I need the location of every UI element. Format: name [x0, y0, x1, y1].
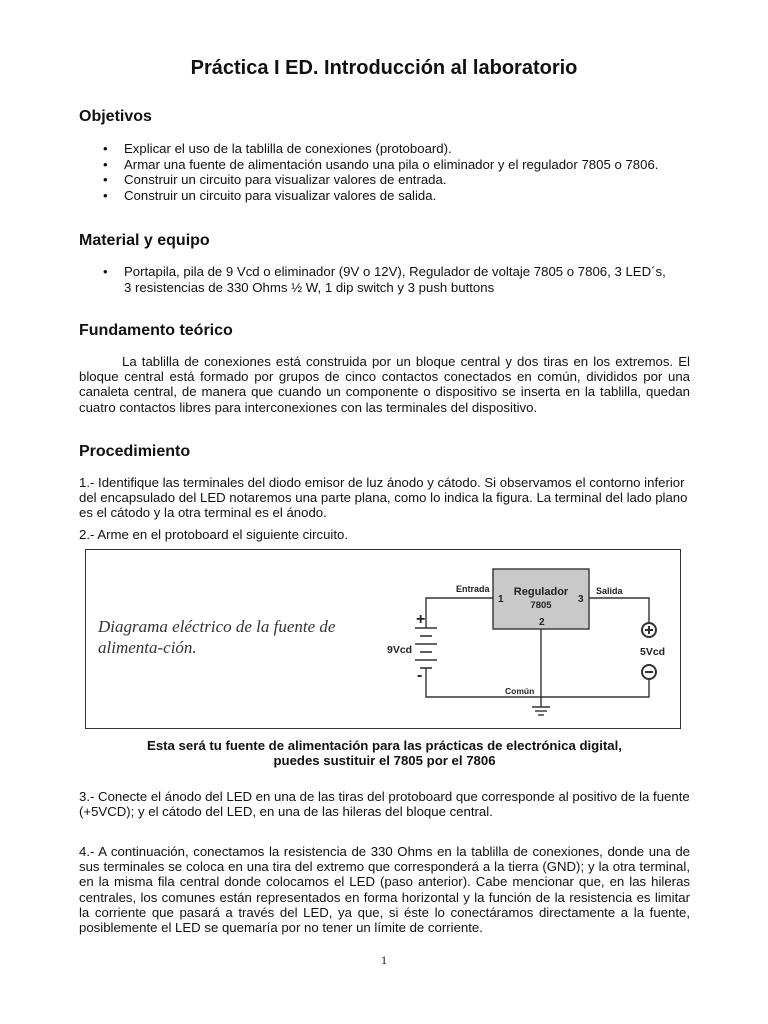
pin-2-label: 2 [539, 617, 545, 628]
circuit-figure [85, 549, 681, 729]
caption-line-2: puedes sustituir el 7805 por el 7806 [273, 753, 496, 769]
heading-fundamento: Fundamento teórico [79, 322, 233, 339]
list-item: • Armar una fuente de alimentación usando una pila o eliminador y el regulador 7805 o 7806. [103, 157, 703, 173]
heading-objetivos: Objetivos [79, 108, 152, 125]
list-item: • Explicar el uso de la tablilla de conexiones (protoboard). [103, 141, 703, 157]
regulator-label: Regulador [513, 586, 569, 598]
regulator-model: 7805 [530, 600, 552, 611]
step-3-paragraph: 3.- Conecte el ánodo del LED en una de las tiras del protoboard que corresponde al positivo de la fuente (+5VCD); y el cátodo del LED, en una de las hileras del bloque central. [79, 789, 690, 820]
battery-minus-sign: - [417, 667, 423, 684]
ground-wire [426, 672, 649, 697]
fundamento-paragraph: La tablilla de conexiones está construida por un bloque central y dos tiras en los extremos. El bloque central está formado por grupos de cinco contactos conectados en común, divididos por una canaleta central, de manera que cuando un componente o dispositivo se inserta en la tablilla, quedan cuatro contactos libres para interconexiones con las terminales del dispositivo. [79, 354, 690, 415]
list-item: • Construir un circuito para visualizar valores de entrada. [103, 172, 703, 188]
diagram-description: Diagrama eléctrico de la fuente de alimenta-ción. [98, 617, 336, 657]
heading-material: Material y equipo [79, 232, 210, 249]
output-voltage-label: 5Vcd [640, 646, 666, 658]
battery-symbol [415, 624, 437, 672]
input-label: Entrada [456, 584, 490, 594]
pin-3-label: 3 [578, 594, 584, 605]
pin-1-label: 1 [498, 594, 504, 605]
objetivos-list [103, 141, 703, 203]
step-4-paragraph: 4.- A continuación, conectamos la resistencia de 330 Ohms en la tablilla de conexiones, donde una de sus terminales se coloca en una tira del extremo que corresponderá a la tierra (GND); y la otra terminal, en la misma fila central donde colocamos el LED (paso anterior). Cabe mencionar que, en las hileras centrales, los comunes están representados en forma horizontal y la función de la resistencia es limitar la corriente que pasará a través del LED, ya que, si éste lo conectáramos directamente a la fuente, posiblemente el LED se quemaría por no tener un límite de corriente. [79, 844, 690, 936]
heading-procedimiento: Procedimiento [79, 443, 191, 460]
output-label: Salida [596, 586, 623, 596]
figure-caption [79, 738, 690, 768]
page-number: 1 [381, 953, 387, 967]
battery-plus-sign: + [416, 611, 426, 628]
output-wire [589, 598, 649, 622]
step-2-paragraph: 2.- Arme en el protoboard el siguiente circuito. [79, 527, 349, 542]
circuit-diagram [86, 550, 679, 727]
page-title: Práctica I ED. Introducción al laboratorio [190, 57, 578, 79]
input-wire [426, 598, 493, 624]
step-1-paragraph: 1.- Identifique las terminales del diodo emisor de luz ánodo y cátodo. Si observamos el contorno inferior del encapsulado del LED notaremos una parte plana, como lo indica la figura. La terminal del lado plano es el cátodo y la otra terminal es el ánodo. [79, 475, 688, 521]
caption-line-1: Esta será tu fuente de alimentación para las prácticas de electrónica digital, [147, 738, 622, 753]
list-item: • Portapila, pila de 9 Vcd o eliminador (9V o 12V), Regulador de voltaje 7805 o 7806, 3 LED´s, 3 resistencias de 330 Ohms ½ W, 1 dip switch y 3 push buttons [103, 264, 668, 295]
common-label: Común [505, 686, 535, 696]
battery-voltage-label: 9Vcd [387, 644, 413, 656]
list-item: • Construir un circuito para visualizar valores de salida. [103, 188, 703, 204]
material-list [103, 264, 668, 295]
